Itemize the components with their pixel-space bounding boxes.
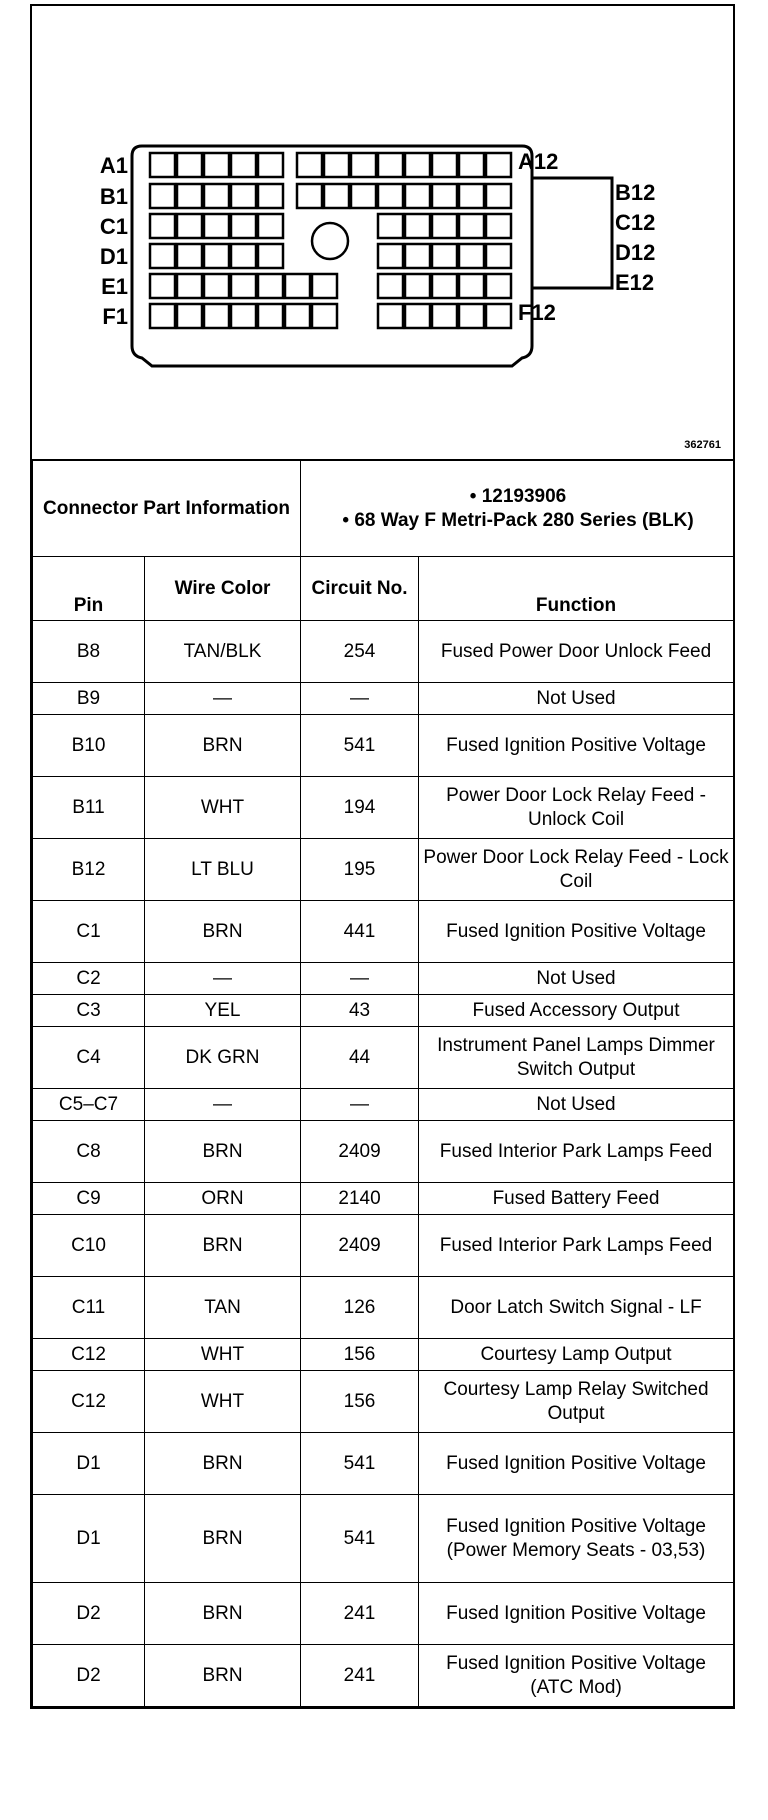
pin-cavity: [231, 304, 256, 328]
pin-cavity: [177, 244, 202, 268]
pin-cavity: [177, 304, 202, 328]
row-label-left: B1: [99, 184, 128, 209]
pin-cavity: [297, 153, 322, 177]
cell-circuit: 241: [301, 1645, 419, 1707]
cell-wire: WHT: [145, 1339, 301, 1371]
pin-cavity: [258, 304, 283, 328]
cell-function: Fused Power Door Unlock Feed: [419, 621, 734, 683]
pin-cavity: [459, 214, 484, 238]
pin-cavity: [285, 304, 310, 328]
cell-wire: DK GRN: [145, 1027, 301, 1089]
pin-cavity: [459, 304, 484, 328]
table-row: [33, 1339, 734, 1371]
row-label-left: F1: [102, 304, 128, 329]
cell-function: Fused Ignition Positive Voltage (ATC Mod): [419, 1645, 734, 1707]
header-pin: Pin: [33, 557, 145, 621]
cell-circuit: 194: [301, 777, 419, 839]
header-function: Function: [419, 557, 734, 621]
pin-cavity: [378, 274, 403, 298]
pin-cavity: [231, 214, 256, 238]
cell-pin: C12: [33, 1371, 145, 1433]
cell-pin: B9: [33, 683, 145, 715]
cell-pin: C2: [33, 963, 145, 995]
cell-circuit: 541: [301, 715, 419, 777]
connector-latch: [532, 178, 612, 288]
table-row: [33, 963, 734, 995]
cell-wire: BRN: [145, 1645, 301, 1707]
cell-circuit: 2409: [301, 1215, 419, 1277]
connector-info-item: • 12193906: [469, 485, 567, 507]
connector-sheet: [30, 4, 735, 1709]
table-row: [33, 621, 734, 683]
pin-cavity: [231, 244, 256, 268]
pin-cavity: [405, 244, 430, 268]
pin-cavity: [177, 274, 202, 298]
cell-circuit: 2409: [301, 1121, 419, 1183]
pin-cavity: [297, 184, 322, 208]
pin-cavity: [486, 153, 511, 177]
cell-wire: LT BLU: [145, 839, 301, 901]
pin-cavity: [459, 274, 484, 298]
cell-circuit: 241: [301, 1583, 419, 1645]
cell-pin: C8: [33, 1121, 145, 1183]
table-row: [33, 1433, 734, 1495]
pin-cavity: [150, 214, 175, 238]
header-circuit-no: Circuit No.: [301, 557, 419, 621]
pin-cavity: [324, 153, 349, 177]
cell-circuit: 2140: [301, 1183, 419, 1215]
table-row: [33, 1121, 734, 1183]
cell-function: Fused Ignition Positive Voltage: [419, 715, 734, 777]
pinout-table: [32, 460, 734, 1707]
cell-wire: YEL: [145, 995, 301, 1027]
row-label-left: C1: [99, 214, 128, 239]
cell-pin: B11: [33, 777, 145, 839]
cell-pin: C3: [33, 995, 145, 1027]
pin-cavity: [177, 184, 202, 208]
cell-wire: BRN: [145, 1583, 301, 1645]
pin-cavity: [231, 153, 256, 177]
cell-pin: C4: [33, 1027, 145, 1089]
row-label-right: F12: [518, 300, 556, 325]
pin-cavity: [150, 184, 175, 208]
pin-cavity: [378, 153, 403, 177]
row-label-left: E1: [101, 274, 128, 299]
cell-wire: BRN: [145, 1121, 301, 1183]
pin-cavity: [231, 184, 256, 208]
pin-cavity: [312, 274, 337, 298]
cell-pin: B10: [33, 715, 145, 777]
pin-cavity: [150, 153, 175, 177]
pin-cavity: [204, 274, 229, 298]
table-row: [33, 1027, 734, 1089]
pin-cavity: [177, 214, 202, 238]
table-row: [33, 1495, 734, 1583]
row-label-left: D1: [99, 244, 128, 269]
pin-cavity: [258, 214, 283, 238]
connector-info-item: • 68 Way F Metri-Pack 280 Series (BLK): [342, 509, 694, 531]
cell-pin: C9: [33, 1183, 145, 1215]
row-label-right: A12: [518, 149, 559, 174]
pin-cavity: [432, 214, 457, 238]
row-label-right: B12: [615, 180, 656, 205]
cell-function: Fused Ignition Positive Voltage: [419, 1433, 734, 1495]
pin-cavity: [177, 153, 202, 177]
cell-wire: —: [145, 683, 301, 715]
pin-cavity: [459, 244, 484, 268]
header-wire-color: Wire Color: [145, 557, 301, 621]
connector-body-outline: [132, 146, 532, 366]
pin-cavity: [486, 304, 511, 328]
cell-circuit: 156: [301, 1339, 419, 1371]
connector-diagram: [32, 6, 733, 460]
pin-cavity: [432, 274, 457, 298]
cell-pin: B8: [33, 621, 145, 683]
pin-cavity: [405, 214, 430, 238]
cell-wire: WHT: [145, 777, 301, 839]
table-row: [33, 1583, 734, 1645]
cell-pin: D2: [33, 1645, 145, 1707]
cell-function: Door Latch Switch Signal - LF: [419, 1277, 734, 1339]
cell-pin: D1: [33, 1433, 145, 1495]
pin-cavity: [486, 214, 511, 238]
pin-cavity: [258, 184, 283, 208]
cell-function: Fused Ignition Positive Voltage: [419, 901, 734, 963]
pin-cavity: [204, 214, 229, 238]
pin-cavity: [405, 274, 430, 298]
table-row: [33, 777, 734, 839]
cell-circuit: 44: [301, 1027, 419, 1089]
cell-wire: —: [145, 963, 301, 995]
pin-cavity: [378, 184, 403, 208]
cell-pin: C1: [33, 901, 145, 963]
table-row: [33, 995, 734, 1027]
figure-number: 362761: [684, 439, 721, 451]
pin-cavity: [432, 184, 457, 208]
cell-pin: D1: [33, 1495, 145, 1583]
table-row: [33, 715, 734, 777]
cell-wire: BRN: [145, 1495, 301, 1583]
table-row: [33, 1645, 734, 1707]
pin-cavity: [204, 304, 229, 328]
cell-pin: C10: [33, 1215, 145, 1277]
pin-cavity: [150, 274, 175, 298]
connector-face-drawing: [32, 6, 733, 456]
cell-wire: BRN: [145, 1215, 301, 1277]
cell-function: Fused Ignition Positive Voltage: [419, 1583, 734, 1645]
cell-wire: BRN: [145, 715, 301, 777]
row-label-left: A1: [99, 153, 128, 178]
cell-circuit: 254: [301, 621, 419, 683]
pin-cavity: [204, 153, 229, 177]
table-row: [33, 683, 734, 715]
table-row: [33, 1277, 734, 1339]
connector-key-circle: [312, 223, 348, 259]
cell-function: Power Door Lock Relay Feed - Lock Coil: [419, 839, 734, 901]
pin-cavity: [432, 304, 457, 328]
cell-pin: D2: [33, 1583, 145, 1645]
cell-wire: BRN: [145, 901, 301, 963]
pin-cavity: [378, 214, 403, 238]
cell-function: Fused Ignition Positive Voltage (Power Memory Seats - 03,53): [419, 1495, 734, 1583]
cell-circuit: —: [301, 683, 419, 715]
connector-info-row: [33, 461, 734, 557]
cell-wire: —: [145, 1089, 301, 1121]
pin-cavity: [432, 153, 457, 177]
cell-circuit: 541: [301, 1433, 419, 1495]
cell-function: Power Door Lock Relay Feed - Unlock Coil: [419, 777, 734, 839]
connector-document: [30, 4, 735, 1709]
pin-cavity: [486, 274, 511, 298]
cell-function: Fused Battery Feed: [419, 1183, 734, 1215]
pin-cavity: [351, 184, 376, 208]
pin-cavity: [351, 153, 376, 177]
pin-cavity: [405, 153, 430, 177]
table-row: [33, 839, 734, 901]
cell-wire: ORN: [145, 1183, 301, 1215]
pin-cavity: [378, 304, 403, 328]
cell-wire: BRN: [145, 1433, 301, 1495]
cell-wire: TAN: [145, 1277, 301, 1339]
cell-function: Not Used: [419, 1089, 734, 1121]
row-label-right: D12: [615, 240, 656, 265]
cell-function: Instrument Panel Lamps Dimmer Switch Output: [419, 1027, 734, 1089]
cell-wire: TAN/BLK: [145, 621, 301, 683]
pin-cavity: [405, 304, 430, 328]
connector-info-list: [301, 461, 734, 557]
pin-cavity: [231, 274, 256, 298]
table-header-row: [33, 557, 734, 621]
row-label-right: E12: [615, 270, 655, 295]
pin-cavity: [258, 244, 283, 268]
pin-cavity: [312, 304, 337, 328]
cell-function: Not Used: [419, 683, 734, 715]
cell-circuit: 156: [301, 1371, 419, 1433]
part-number: 12193906: [481, 485, 567, 507]
pin-cavity: [204, 244, 229, 268]
cell-function: Fused Interior Park Lamps Feed: [419, 1215, 734, 1277]
cell-circuit: —: [301, 1089, 419, 1121]
pin-cavity: [324, 184, 349, 208]
pin-cavity: [150, 304, 175, 328]
connector-info-label: Connector Part Information: [33, 461, 301, 557]
pin-cavity: [258, 274, 283, 298]
pin-cavity: [150, 244, 175, 268]
pin-cavity: [486, 184, 511, 208]
cell-circuit: 441: [301, 901, 419, 963]
cell-pin: B12: [33, 839, 145, 901]
table-row: [33, 901, 734, 963]
table-row: [33, 1183, 734, 1215]
cell-pin: C11: [33, 1277, 145, 1339]
cell-function: Not Used: [419, 963, 734, 995]
pin-cavity: [432, 244, 457, 268]
table-row: [33, 1371, 734, 1433]
table-row: [33, 1215, 734, 1277]
pin-cavity: [459, 153, 484, 177]
pin-cavity: [258, 153, 283, 177]
cell-pin: C5–C7: [33, 1089, 145, 1121]
pin-cavity: [204, 184, 229, 208]
cell-function: Fused Accessory Output: [419, 995, 734, 1027]
table-row: [33, 1089, 734, 1121]
pin-cavity: [459, 184, 484, 208]
cell-wire: WHT: [145, 1371, 301, 1433]
pin-cavity: [378, 244, 403, 268]
cell-circuit: 126: [301, 1277, 419, 1339]
cell-function: Courtesy Lamp Output: [419, 1339, 734, 1371]
pin-cavity: [285, 274, 310, 298]
cell-pin: C12: [33, 1339, 145, 1371]
cell-function: Courtesy Lamp Relay Switched Output: [419, 1371, 734, 1433]
cell-circuit: 43: [301, 995, 419, 1027]
pin-cavity: [405, 184, 430, 208]
connector-type: 68 Way F Metri-Pack 280 Series (BLK): [354, 509, 694, 531]
row-label-right: C12: [615, 210, 656, 235]
cell-circuit: —: [301, 963, 419, 995]
cell-function: Fused Interior Park Lamps Feed: [419, 1121, 734, 1183]
cell-circuit: 195: [301, 839, 419, 901]
pin-cavity: [486, 244, 511, 268]
cell-circuit: 541: [301, 1495, 419, 1583]
